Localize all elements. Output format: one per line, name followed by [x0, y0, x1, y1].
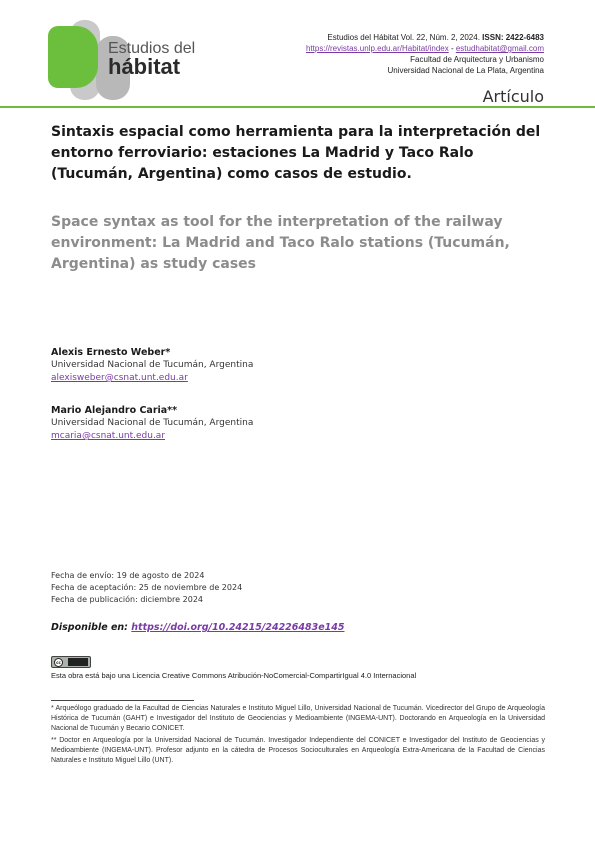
license-text: Esta obra está bajo una Licencia Creative Commons Atribución-NoComercial-CompartirIgual 4.0 Internacional — [51, 671, 417, 680]
author-affiliation: Universidad Nacional de Tucumán, Argentina — [51, 418, 254, 428]
article-title-english: Space syntax as tool for the interpretation of the railway environment: La Madrid and Taco Ralo stations (Tucumán, Argentina) as study cases — [51, 214, 510, 272]
date-accepted: Fecha de aceptación: 25 de noviembre de 2024 — [51, 583, 243, 592]
cc-by-nc-sa-icon — [68, 658, 88, 666]
journal-citation-line — [306, 32, 544, 43]
header-divider — [0, 106, 595, 108]
journal-volume: Estudios del Hábitat Vol. 22, Núm. 2, 2024. — [327, 33, 480, 42]
journal-logo — [48, 20, 196, 102]
journal-contact-line — [306, 43, 544, 54]
journal-url-link[interactable]: https://revistas.unlp.edu.ar/Habitat/index — [305, 44, 449, 53]
footnote-divider — [51, 700, 194, 701]
link-separator: - — [448, 44, 456, 53]
author-affiliation: Universidad Nacional de Tucumán, Argentina — [51, 360, 254, 370]
logo-text-line1: Estudios del — [108, 40, 196, 57]
article-title-spanish: Sintaxis espacial como herramienta para la interpretación del entorno ferroviario: estaciones La Madrid y Taco Ralo (Tucumán, Argentina) como casos de estudio. — [51, 124, 541, 182]
section-label: Artículo — [482, 87, 544, 106]
creative-commons-badge[interactable] — [51, 656, 91, 668]
author-email-link[interactable]: mcaria@csnat.unt.edu.ar — [51, 431, 166, 441]
author-block — [51, 346, 253, 385]
date-sent: Fecha de envío: 19 de agosto de 2024 — [51, 571, 205, 580]
availability-label: Disponible en: — [51, 622, 128, 633]
author-name: Alexis Ernesto Weber* — [51, 347, 171, 358]
footnotes — [51, 704, 545, 768]
date-published: Fecha de publicación: diciembre 2024 — [51, 595, 203, 604]
journal-email-link[interactable]: estudhabitat@gmail.com — [455, 44, 544, 53]
author-email-link[interactable]: alexisweber@csnat.unt.edu.ar — [51, 373, 188, 383]
cc-icon: cc — [54, 658, 63, 667]
footnote-author-2: ** Doctor en Arqueología por la Universidad Nacional de Tucumán. Investigador Independiente del CONICET e Investigador del Instituto de Geociencias y Medioambiente (INGEMA-UNT). Profesor adjunto en la cátedra de Procesos Socioculturales en Arqueología Extra-Americana de la Facultad de Ciencias Naturales e Instituto Miguel Lillo (UNT). — [51, 737, 545, 764]
availability-line — [51, 622, 345, 633]
journal-university: Universidad Nacional de La Plata, Argentina — [387, 66, 544, 75]
footnote-author-1: * Arqueólogo graduado de la Facultad de Ciencias Naturales e Instituto Miguel Lillo, Universidad Nacional de Tucumán. Vicedirector del Grupo de Arqueología Histórica de Tucumán (GAHT) e Investigador del Instituto de Geociencias y Medioambiente (INGEMA-UNT). Doctorando en Arqueología en la Universidad Nacional de Tucumán y Becario CONICET. — [51, 705, 545, 732]
publication-dates — [51, 570, 242, 606]
journal-faculty: Facultad de Arquitectura y Urbanismo — [410, 55, 544, 64]
author-name: Mario Alejandro Caria** — [51, 405, 178, 416]
journal-header-info — [306, 32, 544, 76]
author-block — [51, 404, 253, 443]
doi-link[interactable]: https://doi.org/10.24215/24226483e145 — [131, 622, 345, 633]
journal-issn: ISSN: 2422-6483 — [482, 33, 544, 42]
logo-green-shape — [48, 26, 98, 88]
logo-text-line2: hábitat — [108, 54, 181, 79]
